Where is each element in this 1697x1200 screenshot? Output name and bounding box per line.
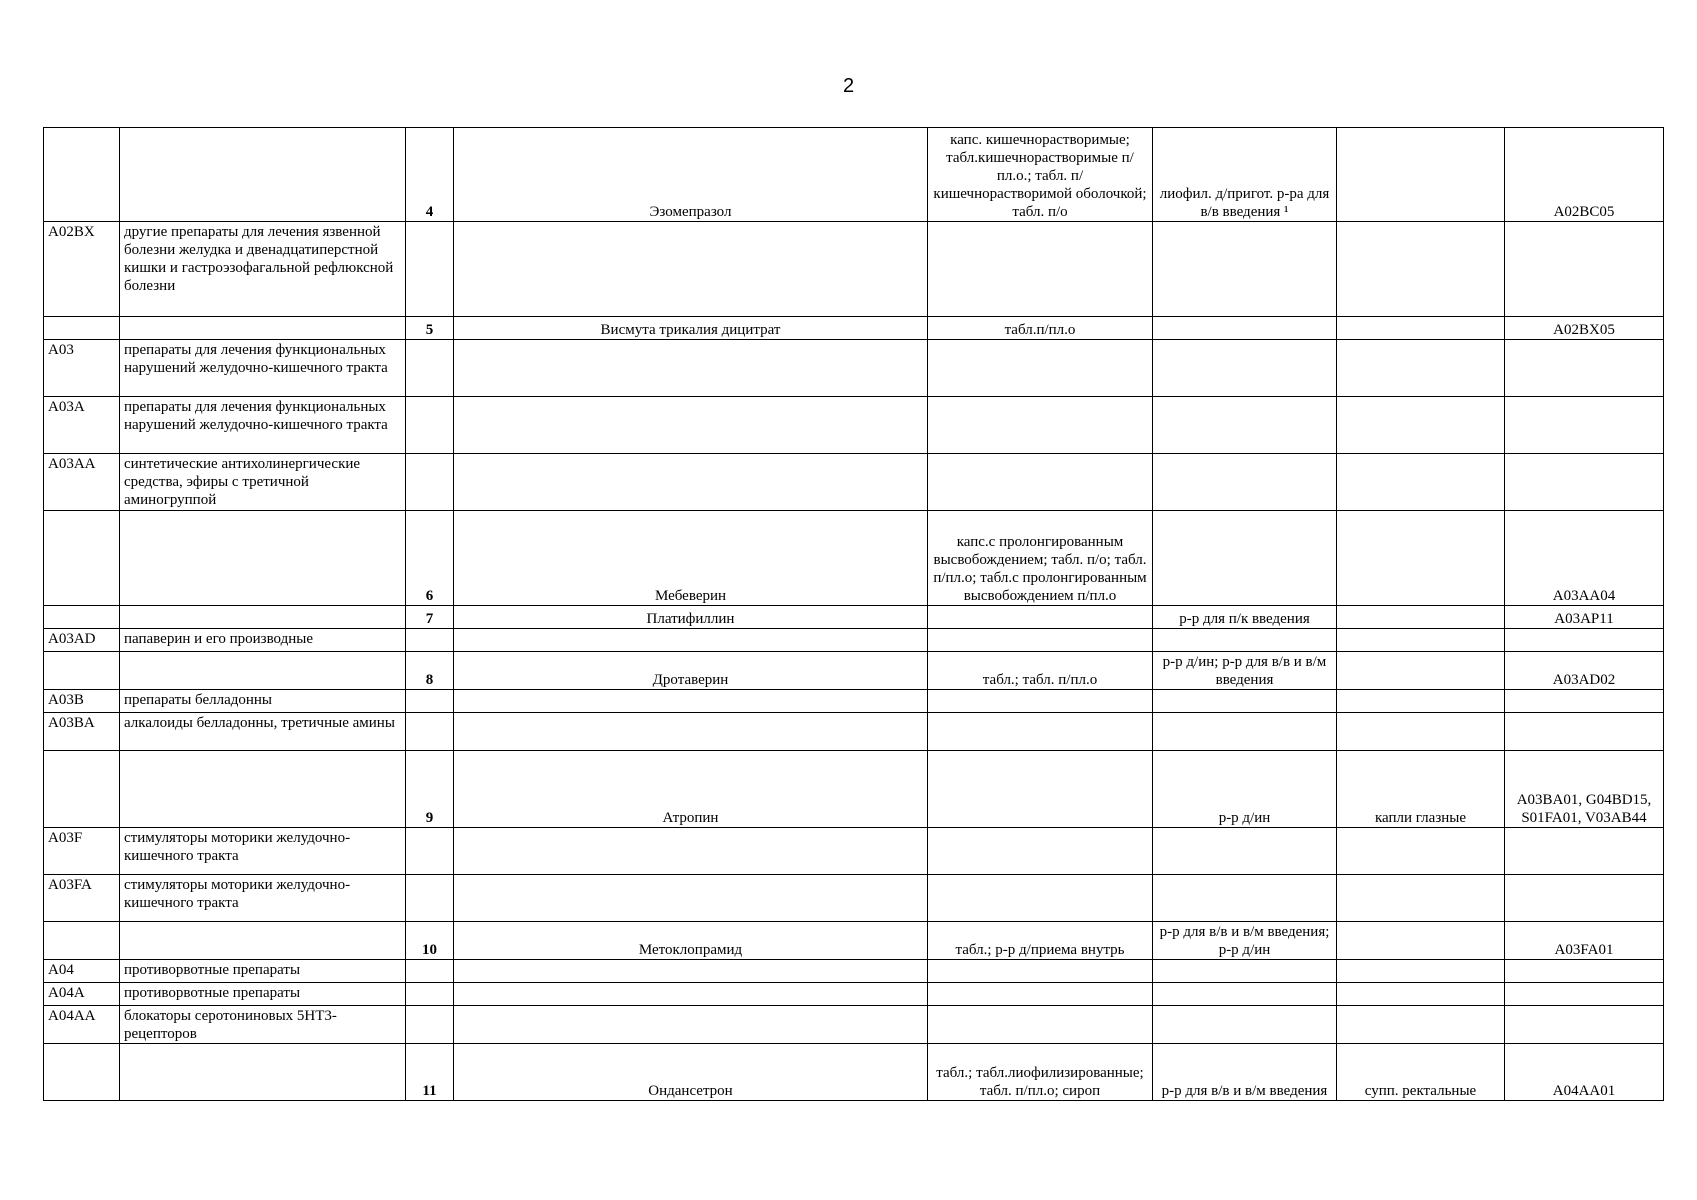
injection-dosage-form: р-р д/ин; р-р для в/в и в/м введения <box>1153 652 1337 690</box>
oral-dosage-form <box>928 713 1153 751</box>
drug-row <box>44 652 1664 690</box>
drug-row <box>44 317 1664 340</box>
oral-dosage-form <box>928 983 1153 1006</box>
atc-code: A03AA04 <box>1505 511 1664 606</box>
other-dosage-form: капли глазные <box>1337 751 1505 828</box>
atc-group-description: синтетические антихолинергические средства, эфиры с третичной аминогруппой <box>120 454 406 511</box>
group-row <box>44 1006 1664 1044</box>
atc-code <box>1505 222 1664 317</box>
other-dosage-form <box>1337 652 1505 690</box>
oral-dosage-form: табл.п/пл.о <box>928 317 1153 340</box>
row-number: 11 <box>406 1044 454 1101</box>
oral-dosage-form <box>928 875 1153 922</box>
group-row <box>44 828 1664 875</box>
drug-row <box>44 1044 1664 1101</box>
oral-dosage-form: табл.; р-р д/приема внутрь <box>928 922 1153 960</box>
atc-group-description: противорвотные препараты <box>120 983 406 1006</box>
oral-dosage-form <box>928 690 1153 713</box>
other-dosage-form <box>1337 222 1505 317</box>
drug-row <box>44 922 1664 960</box>
injection-dosage-form <box>1153 960 1337 983</box>
row-number: 5 <box>406 317 454 340</box>
drug-name <box>454 340 928 397</box>
drug-name <box>454 828 928 875</box>
other-dosage-form <box>1337 1006 1505 1044</box>
drug-name <box>454 1006 928 1044</box>
oral-dosage-form: капс.с пролонгированным высвобождением; табл. п/о; табл. п/пл.о; табл.с пролонгированным высвобождением п/пл.о <box>928 511 1153 606</box>
atc-code <box>1505 875 1664 922</box>
atc-group-code: A03BA <box>44 713 120 751</box>
row-number: 4 <box>406 128 454 222</box>
injection-dosage-form: р-р для п/к введения <box>1153 606 1337 629</box>
atc-group-description: блокаторы серотониновых 5НТ3-рецепторов <box>120 1006 406 1044</box>
drug-name <box>454 454 928 511</box>
atc-group-code: A03A <box>44 397 120 454</box>
atc-group-code <box>44 128 120 222</box>
atc-group-description: препараты белладонны <box>120 690 406 713</box>
other-dosage-form <box>1337 397 1505 454</box>
other-dosage-form <box>1337 875 1505 922</box>
atc-group-code: A03 <box>44 340 120 397</box>
group-row <box>44 629 1664 652</box>
drug-row <box>44 128 1664 222</box>
other-dosage-form <box>1337 317 1505 340</box>
group-row <box>44 690 1664 713</box>
row-number <box>406 960 454 983</box>
table-body <box>44 128 1664 1101</box>
drug-name <box>454 960 928 983</box>
oral-dosage-form <box>928 828 1153 875</box>
atc-code: A03AP11 <box>1505 606 1664 629</box>
other-dosage-form <box>1337 454 1505 511</box>
row-number: 10 <box>406 922 454 960</box>
atc-group-code <box>44 652 120 690</box>
atc-code <box>1505 629 1664 652</box>
other-dosage-form <box>1337 128 1505 222</box>
atc-group-code <box>44 511 120 606</box>
drug-name <box>454 713 928 751</box>
row-number <box>406 629 454 652</box>
injection-dosage-form <box>1153 340 1337 397</box>
other-dosage-form <box>1337 690 1505 713</box>
atc-group-description <box>120 652 406 690</box>
atc-group-code <box>44 751 120 828</box>
oral-dosage-form <box>928 454 1153 511</box>
other-dosage-form <box>1337 629 1505 652</box>
drug-row <box>44 511 1664 606</box>
atc-code <box>1505 397 1664 454</box>
group-row <box>44 875 1664 922</box>
atc-group-code: A03AD <box>44 629 120 652</box>
drug-name <box>454 690 928 713</box>
group-row <box>44 222 1664 317</box>
oral-dosage-form <box>928 222 1153 317</box>
row-number <box>406 222 454 317</box>
row-number: 6 <box>406 511 454 606</box>
injection-dosage-form <box>1153 875 1337 922</box>
oral-dosage-form <box>928 1006 1153 1044</box>
drug-name: Метоклопрамид <box>454 922 928 960</box>
atc-group-description: алкалоиды белладонны, третичные амины <box>120 713 406 751</box>
atc-group-description <box>120 1044 406 1101</box>
atc-code: A03AD02 <box>1505 652 1664 690</box>
atc-group-description <box>120 128 406 222</box>
injection-dosage-form <box>1153 983 1337 1006</box>
atc-code: A02BC05 <box>1505 128 1664 222</box>
injection-dosage-form <box>1153 713 1337 751</box>
atc-group-code: A04AA <box>44 1006 120 1044</box>
drug-name <box>454 983 928 1006</box>
oral-dosage-form <box>928 960 1153 983</box>
oral-dosage-form <box>928 751 1153 828</box>
atc-group-code: A02BX <box>44 222 120 317</box>
drug-name <box>454 629 928 652</box>
atc-group-description <box>120 751 406 828</box>
drug-name <box>454 875 928 922</box>
atc-group-code <box>44 606 120 629</box>
atc-group-code: A03FA <box>44 875 120 922</box>
atc-group-code: A04A <box>44 983 120 1006</box>
group-row <box>44 340 1664 397</box>
row-number <box>406 397 454 454</box>
atc-group-description: стимуляторы моторики желудочно-кишечного тракта <box>120 875 406 922</box>
injection-dosage-form <box>1153 222 1337 317</box>
row-number <box>406 340 454 397</box>
row-number <box>406 875 454 922</box>
atc-code <box>1505 960 1664 983</box>
atc-group-description: папаверин и его производные <box>120 629 406 652</box>
atc-group-code <box>44 317 120 340</box>
atc-group-description: препараты для лечения функциональных нарушений желудочно-кишечного тракта <box>120 397 406 454</box>
drug-name: Дротаверин <box>454 652 928 690</box>
atc-group-code <box>44 1044 120 1101</box>
atc-group-description: стимуляторы моторики желудочно-кишечного тракта <box>120 828 406 875</box>
row-number <box>406 983 454 1006</box>
group-row <box>44 983 1664 1006</box>
drug-name: Мебеверин <box>454 511 928 606</box>
other-dosage-form <box>1337 606 1505 629</box>
atc-group-description: другие препараты для лечения язвенной болезни желудка и двенадцатиперстной кишки и гастроэзофагальной рефлюксной болезни <box>120 222 406 317</box>
row-number: 8 <box>406 652 454 690</box>
atc-code: A02BX05 <box>1505 317 1664 340</box>
atc-group-code <box>44 922 120 960</box>
other-dosage-form <box>1337 340 1505 397</box>
atc-group-description <box>120 511 406 606</box>
row-number <box>406 690 454 713</box>
drug-name <box>454 397 928 454</box>
atc-group-description: препараты для лечения функциональных нарушений желудочно-кишечного тракта <box>120 340 406 397</box>
group-row <box>44 454 1664 511</box>
atc-group-description <box>120 922 406 960</box>
other-dosage-form <box>1337 828 1505 875</box>
row-number <box>406 713 454 751</box>
drug-name: Ондансетрон <box>454 1044 928 1101</box>
injection-dosage-form <box>1153 317 1337 340</box>
injection-dosage-form <box>1153 629 1337 652</box>
injection-dosage-form: лиофил. д/пригот. р-ра для в/в введения ¹ <box>1153 128 1337 222</box>
other-dosage-form <box>1337 922 1505 960</box>
atc-group-code: A03AA <box>44 454 120 511</box>
atc-code <box>1505 828 1664 875</box>
oral-dosage-form <box>928 606 1153 629</box>
atc-code <box>1505 713 1664 751</box>
other-dosage-form <box>1337 713 1505 751</box>
group-row <box>44 713 1664 751</box>
drug-name <box>454 222 928 317</box>
atc-group-description <box>120 606 406 629</box>
page-number: 2 <box>842 75 855 97</box>
other-dosage-form <box>1337 960 1505 983</box>
atc-group-description <box>120 317 406 340</box>
atc-code <box>1505 983 1664 1006</box>
atc-code: A03FA01 <box>1505 922 1664 960</box>
atc-group-code: A03B <box>44 690 120 713</box>
group-row <box>44 397 1664 454</box>
atc-group-code: A03F <box>44 828 120 875</box>
atc-group-code: A04 <box>44 960 120 983</box>
row-number <box>406 828 454 875</box>
drug-name: Платифиллин <box>454 606 928 629</box>
group-row <box>44 960 1664 983</box>
injection-dosage-form: р-р д/ин <box>1153 751 1337 828</box>
atc-code <box>1505 690 1664 713</box>
drug-row <box>44 606 1664 629</box>
drug-name: Атропин <box>454 751 928 828</box>
injection-dosage-form: р-р для в/в и в/м введения; р-р д/ин <box>1153 922 1337 960</box>
injection-dosage-form <box>1153 397 1337 454</box>
injection-dosage-form <box>1153 1006 1337 1044</box>
drug-name: Эзомепразол <box>454 128 928 222</box>
injection-dosage-form <box>1153 511 1337 606</box>
row-number: 9 <box>406 751 454 828</box>
oral-dosage-form <box>928 340 1153 397</box>
oral-dosage-form <box>928 629 1153 652</box>
atc-code <box>1505 1006 1664 1044</box>
drug-list-table <box>43 127 1664 1101</box>
row-number <box>406 1006 454 1044</box>
atc-code <box>1505 340 1664 397</box>
oral-dosage-form: капс. кишечнорастворимые; табл.кишечнорастворимые п/пл.о.; табл. п/кишечнорастворимой оболочкой; табл. п/о <box>928 128 1153 222</box>
oral-dosage-form: табл.; табл. п/пл.о <box>928 652 1153 690</box>
atc-code: A03BA01, G04BD15, S01FA01, V03AB44 <box>1505 751 1664 828</box>
other-dosage-form: супп. ректальные <box>1337 1044 1505 1101</box>
injection-dosage-form <box>1153 690 1337 713</box>
drug-name: Висмута трикалия дицитрат <box>454 317 928 340</box>
atc-code: A04AA01 <box>1505 1044 1664 1101</box>
other-dosage-form <box>1337 511 1505 606</box>
other-dosage-form <box>1337 983 1505 1006</box>
oral-dosage-form: табл.; табл.лиофилизированные; табл. п/пл.о; сироп <box>928 1044 1153 1101</box>
atc-group-description: противорвотные препараты <box>120 960 406 983</box>
atc-code <box>1505 454 1664 511</box>
row-number: 7 <box>406 606 454 629</box>
injection-dosage-form <box>1153 828 1337 875</box>
row-number <box>406 454 454 511</box>
injection-dosage-form <box>1153 454 1337 511</box>
injection-dosage-form: р-р для в/в и в/м введения <box>1153 1044 1337 1101</box>
oral-dosage-form <box>928 397 1153 454</box>
drug-row <box>44 751 1664 828</box>
